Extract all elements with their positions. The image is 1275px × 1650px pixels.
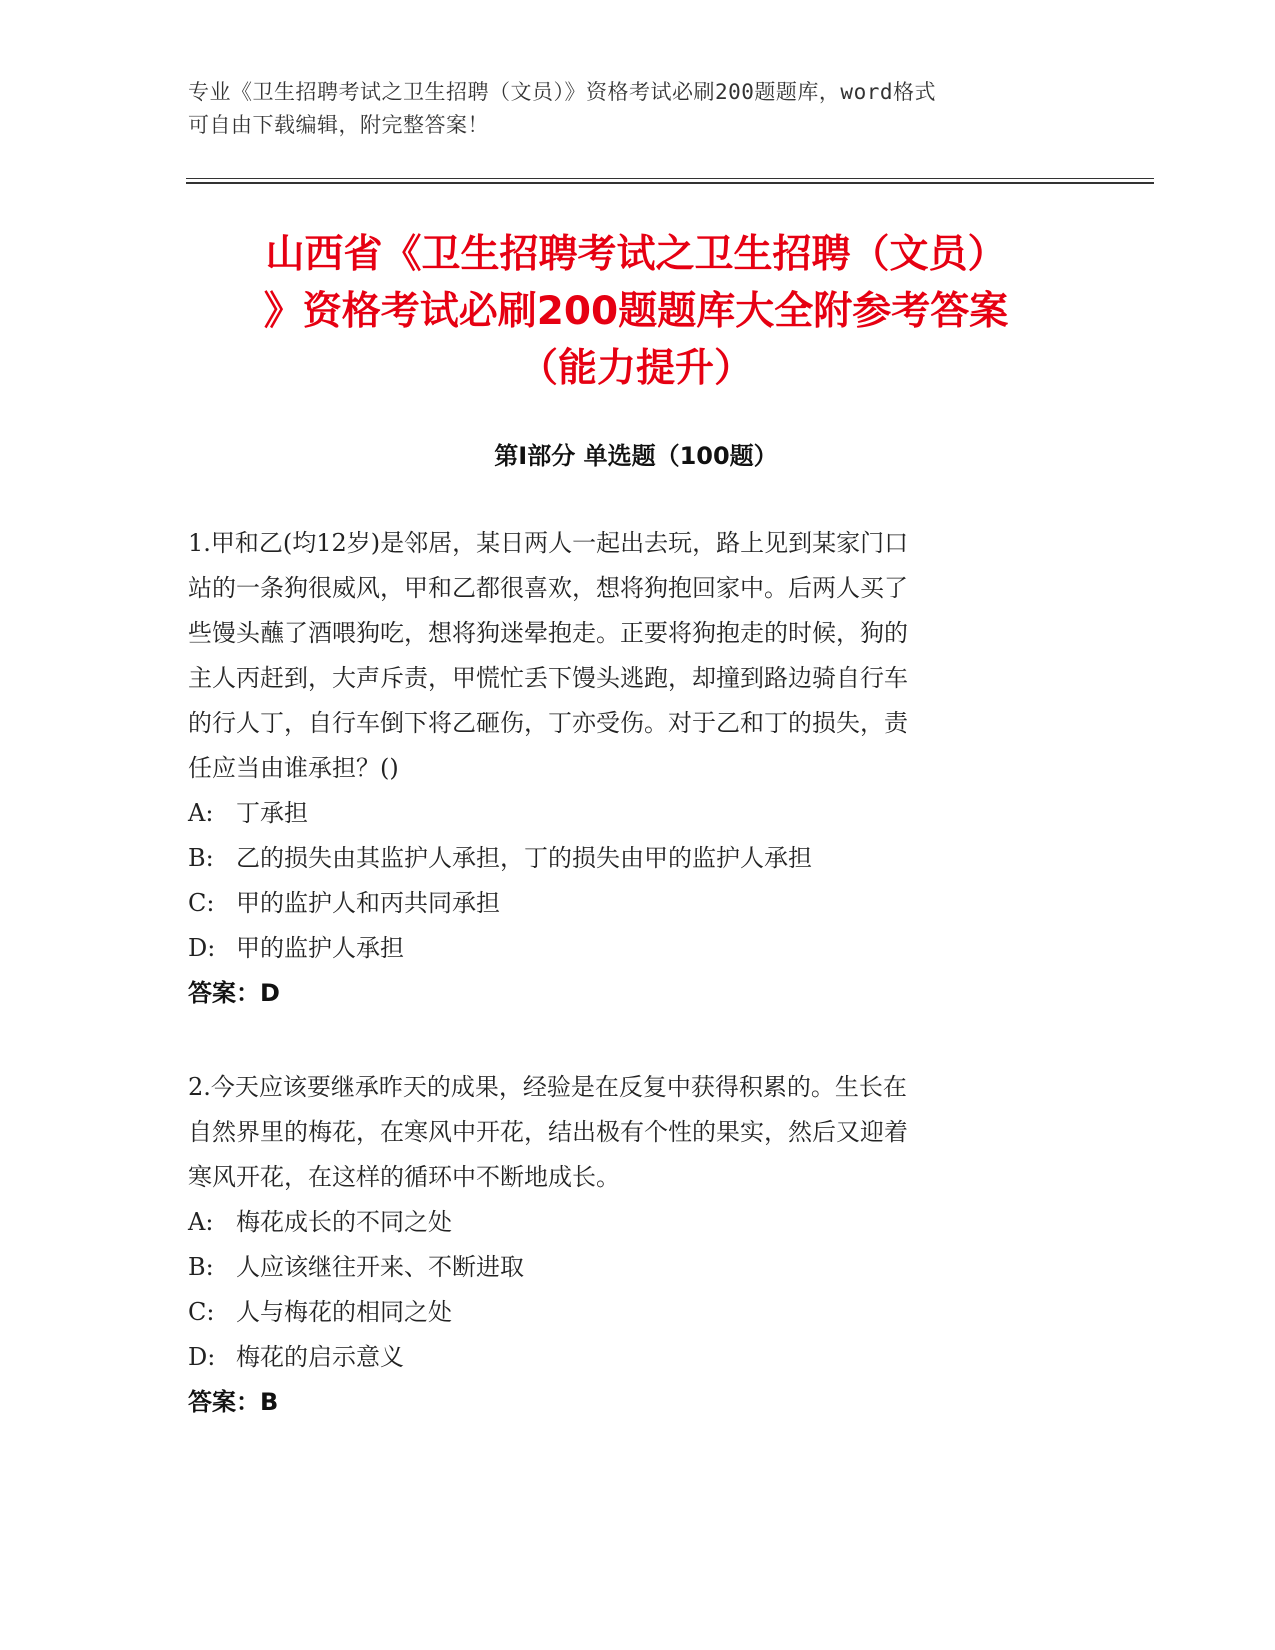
option-text: 人应该继往开来、不断进取: [236, 1253, 524, 1281]
question-2: [188, 1065, 1068, 1425]
divider-line-thin: [186, 178, 1154, 179]
document-title: 山西省《卫生招聘考试之卫生招聘（文员） 》资格考试必刷200题题库大全附参考答案 （能力提升）: [263, 232, 1009, 391]
option-b: [188, 836, 1068, 881]
question-stem: 2.今天应该要继承昨天的成果，经验是在反复中获得积累的。生长在 自然界里的梅花，在寒风中开花，结出极有个性的果实，然后又迎着 寒风开花，在这样的循环中不断地成长。: [188, 1073, 908, 1191]
option-d: [188, 1335, 1068, 1380]
option-a: [188, 1200, 1068, 1245]
option-letter: D:: [188, 934, 216, 962]
option-text: 甲的监护人和丙共同承担: [236, 889, 500, 917]
divider-line-thick: [186, 182, 1154, 184]
option-a: [188, 791, 1068, 836]
option-letter: B:: [188, 844, 214, 872]
option-letter: A:: [188, 799, 214, 827]
question-stem: 1.甲和乙(均12岁)是邻居，某日两人一起出去玩，路上见到某家门口 站的一条狗很威风，甲和乙都很喜欢，想将狗抱回家中。后两人买了 些馒头蘸了酒喂狗吃，想将狗迷晕抱走。正要将狗抱走的时候，狗的 主人丙赶到，大声斥责，甲慌忙丢下馒头逃跑，却撞到路边骑自行车 的行人丁，自行车倒下将乙砸伤，丁亦受伤。对于乙和丁的损失，责 任应当由谁承担？(): [188, 529, 909, 782]
answer-line: 答案：D: [188, 979, 280, 1007]
header-note: 专业《卫生招聘考试之卫生招聘（文员）》资格考试必刷200题题库，word格式 可自由下载编辑，附完整答案！: [188, 80, 936, 137]
option-letter: B:: [188, 1253, 214, 1281]
option-text: 乙的损失由其监护人承担，丁的损失由甲的监护人承担: [236, 844, 812, 872]
question-1: [188, 521, 1068, 1016]
option-letter: C:: [188, 1298, 215, 1326]
option-letter: D:: [188, 1343, 216, 1371]
option-text: 梅花的启示意义: [236, 1343, 404, 1371]
option-text: 人与梅花的相同之处: [236, 1298, 452, 1326]
answer-line: 答案：B: [188, 1388, 279, 1416]
option-d: [188, 926, 1068, 971]
section-title: 第Ⅰ部分 单选题（100题）: [494, 442, 778, 470]
option-letter: A:: [188, 1208, 214, 1236]
option-b: [188, 1245, 1068, 1290]
option-letter: C:: [188, 889, 215, 917]
header-divider: [186, 178, 1154, 185]
option-c: [188, 1290, 1068, 1335]
option-c: [188, 881, 1068, 926]
option-text: 梅花成长的不同之处: [236, 1208, 452, 1236]
option-text: 甲的监护人承担: [236, 934, 404, 962]
option-text: 丁承担: [236, 799, 308, 827]
